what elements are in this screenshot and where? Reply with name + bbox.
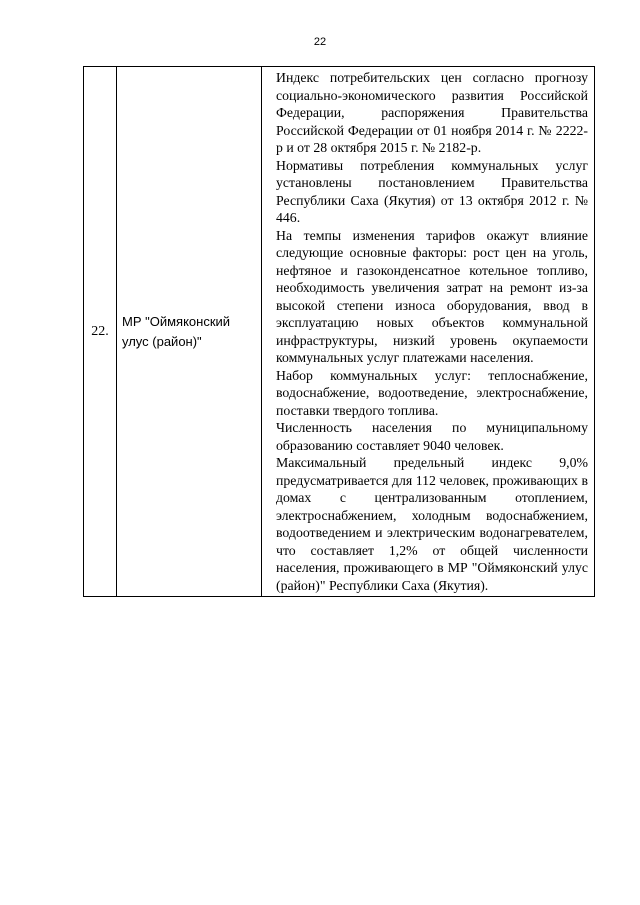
paragraph-cpi-forecast: Индекс потребительских цен согласно прогнозу социально-экономического развития Российской Федерации, распоряжения Правительства Российской Федерации от 01 ноября 2014 г. № 2222-р и от 28 октября 2015 г. № 2182-р. (276, 70, 588, 155)
row-number: 22. (84, 67, 117, 597)
municipality-name: МР "Оймяконский улус (район)" (117, 67, 262, 597)
paragraph-tariff-factors: На темпы изменения тарифов окажут влияние следующие основные факторы: рост цен на уголь, нефтяное и газоконденсатное котельное топливо, необходимость увеличения затрат на ремонт из-за высокой степени износа оборудования, ввод в эксплуатацию новых объектов коммунальной инфраструктуры, низкий уровень окупаемости коммунальных услуг платежами населения. (276, 227, 588, 365)
page-number: 22 (313, 36, 327, 48)
description-cell (262, 67, 595, 597)
table-row (84, 67, 595, 597)
paragraph-max-index: Максимальный предельный индекс 9,0% предусматривается для 112 человек, проживающих в домах с централизованным отоплением, электроснабжением, холодным водоснабжением, водоотведением и электрическим водонагревателем, что составляет 1,2% от общей численности населения, проживающего в МР "Оймяконский улус (район)" Республики Саха (Якутия). (276, 455, 588, 593)
description-text (276, 69, 588, 594)
paragraph-population: Численность населения по муниципальному образованию составляет 9040 человек. (276, 420, 588, 453)
paragraph-consumption-norms: Нормативы потребления коммунальных услуг установлены постановлением Правительства Республики Саха (Якутия) от 13 октября 2012 г. № 446. (276, 157, 588, 225)
paragraph-utility-services: Набор коммунальных услуг: теплоснабжение, водоснабжение, водоотведение, электроснабжение, поставки твердого топлива. (276, 367, 588, 418)
tariff-table (83, 66, 595, 597)
